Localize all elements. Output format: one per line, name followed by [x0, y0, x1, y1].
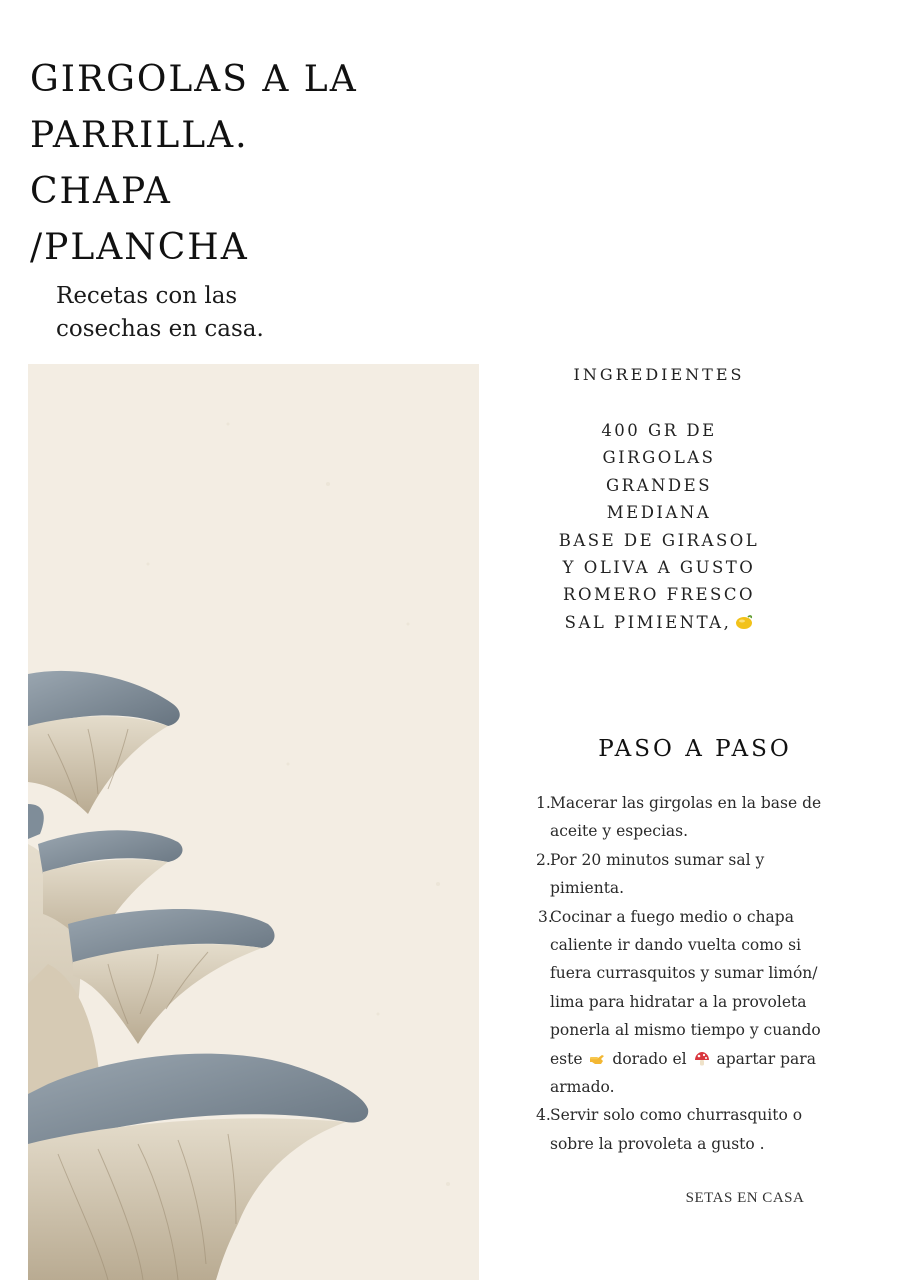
- title-line: GIRGOLAS A LA: [30, 59, 358, 100]
- step-line: Macerar las girgolas en la base de: [550, 794, 822, 812]
- brand-signature: SETAS EN CASA: [685, 1190, 805, 1206]
- ingredient-line: GRANDES: [605, 475, 713, 495]
- ingredient-line: SAL PIMIENTA,: [564, 612, 732, 632]
- step-number: 3.: [538, 907, 553, 926]
- step-text: apartar para: [716, 1049, 816, 1068]
- step-line: armado.: [550, 1078, 615, 1097]
- step-line: Cocinar a fuego medio o chapa: [550, 907, 794, 926]
- recipe-title: [30, 52, 450, 276]
- step-number: 2.: [536, 850, 551, 869]
- title-line: PARRILLA.: [30, 115, 249, 156]
- step-text: este: [550, 1049, 583, 1068]
- title-line: /PLANCHA: [30, 227, 249, 268]
- step-line: Por 20 minutos sumar sal y: [550, 850, 765, 869]
- mushroom-illustration: [28, 364, 479, 1280]
- ingredient-line: 400 GR DE: [601, 421, 717, 440]
- step-line: ponerla al mismo tiempo y cuando: [550, 1021, 821, 1040]
- subtitle-line: cosechas en casa.: [56, 316, 264, 342]
- steps-list: [534, 789, 864, 1158]
- step-text: dorado el: [612, 1049, 687, 1068]
- step-item: [534, 903, 864, 1102]
- step-line: Servir solo como churrasquito o: [550, 1106, 803, 1125]
- ingredient-line: GIRGOLAS: [602, 448, 716, 468]
- step-number: 4.: [536, 1106, 551, 1125]
- step-line: pimienta.: [550, 879, 625, 898]
- step-line: caliente ir dando vuelta como si: [550, 936, 802, 955]
- lemon-icon: [735, 615, 753, 630]
- step-line: fuera currasquitos y sumar limón/: [550, 964, 818, 983]
- step-item: [534, 846, 864, 903]
- ingredient-line: ROMERO FRESCO: [563, 585, 755, 605]
- mushroom-icon: [694, 1052, 710, 1066]
- pointing-hand-icon: [589, 1052, 605, 1066]
- step-number: 1.: [536, 794, 551, 812]
- step-line: sobre la provoleta a gusto .: [550, 1134, 765, 1153]
- ingredient-line: Y OLIVA A GUSTO: [562, 558, 756, 578]
- ingredients-list: [520, 417, 798, 636]
- step-line: aceite y especias.: [550, 822, 689, 841]
- oyster-mushroom-drawing: [28, 364, 479, 1280]
- steps-heading: PASO A PASO: [598, 736, 792, 762]
- subtitle-line: Recetas con las: [56, 283, 238, 309]
- title-line: CHAPA: [30, 171, 172, 212]
- ingredient-line-last: [520, 609, 798, 636]
- ingredient-line: BASE DE GIRASOL: [558, 530, 760, 550]
- step-line-with-icons: [550, 1045, 864, 1073]
- ingredients-heading: INGREDIENTES: [573, 365, 745, 384]
- step-line: lima para hidratar a la provoleta: [550, 992, 807, 1011]
- ingredient-line: MEDIANA: [606, 503, 712, 523]
- step-item: [534, 1101, 864, 1158]
- recipe-subtitle: [56, 280, 356, 346]
- step-item: [534, 789, 864, 846]
